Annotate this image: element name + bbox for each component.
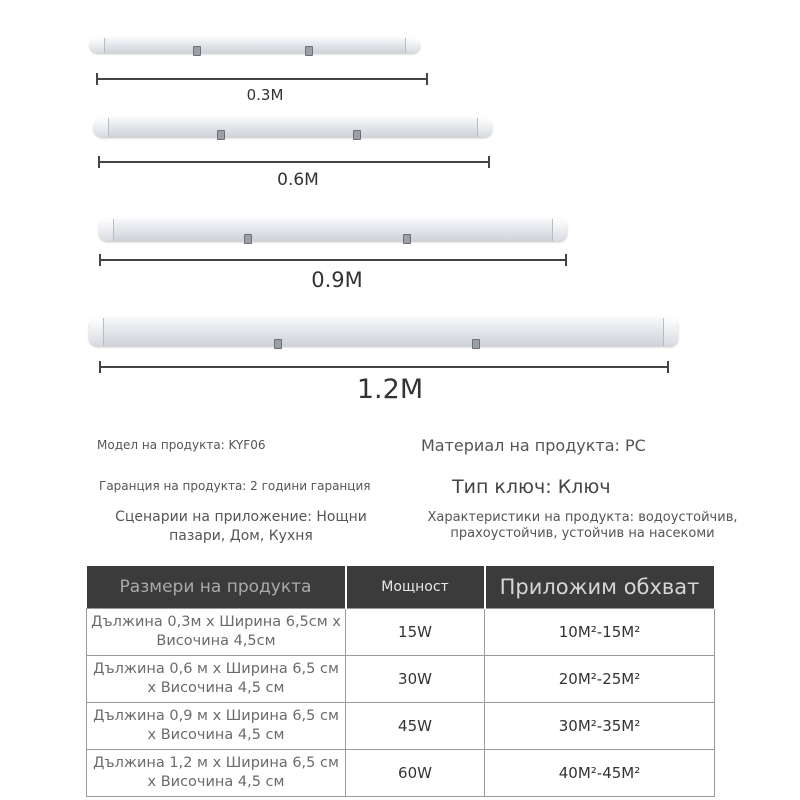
cell-power: 30W [346,656,485,703]
cell-power: 60W [346,750,485,797]
product-material: Материал на продукта: PC [421,436,646,455]
cell-range: 40M²-45M² [485,750,715,797]
cell-power: 45W [346,703,485,750]
lamp-1-2m [89,318,678,346]
lamp-0-3m [90,38,420,53]
product-features: Характеристики на продукта: водоустойчив, прахоустойчив, устойчив на насекоми [427,510,738,541]
cell-range: 30M²-35M² [485,703,715,750]
application-scenarios: Сценарии на приложение: Нощни пазари, Дом, Кухня [115,509,367,544]
lamp-length-label: 1.2M [356,374,424,405]
dimension-line-0-9m [99,259,567,261]
cell-size: Дължина 0,3м x Ширина 6,5см x Височина 4,5см [87,609,346,656]
mounting-clip [403,234,411,244]
header-size: Размери на продукта [87,566,346,609]
dimension-line-0-6m [98,161,490,163]
lamp-0-6m [94,118,492,137]
table-row [87,609,715,656]
cell-size: Дължина 1,2 м x Ширина 6,5 см x Височина 4,5 см [87,750,346,797]
lamp-length-label: 0.3M [246,86,284,104]
table-row [87,703,715,750]
mounting-clip [193,46,201,56]
dimension-line-1-2m [99,366,669,368]
cell-size: Дължина 0,9 м x Ширина 6,5 см x Височина 4,5 см [87,703,346,750]
cell-range: 10M²-15M² [485,609,715,656]
table-row [87,656,715,703]
lamp-0-9m [99,219,567,241]
header-range: Приложим обхват [485,566,715,609]
cell-power: 15W [346,609,485,656]
mounting-clip [244,234,252,244]
switch-type: Тип ключ: Ключ [452,476,611,498]
cell-range: 20M²-25M² [485,656,715,703]
lamp-length-label: 0.9M [311,268,363,292]
mounting-clip [472,339,480,349]
mounting-clip [305,46,313,56]
table-row [87,750,715,797]
product-model: Модел на продукта: KYF06 [97,438,266,452]
lamp-length-label: 0.6M [277,170,319,190]
mounting-clip [274,339,282,349]
header-power: Мощност [346,566,485,609]
dimension-line-0-3m [96,78,428,80]
mounting-clip [353,130,361,140]
specs-table [86,566,716,797]
cell-size: Дължина 0,6 м x Ширина 6,5 см x Височина 4,5 см [87,656,346,703]
table-header-row [87,566,715,609]
product-warranty: Гаранция на продукта: 2 години гаранция [99,479,371,493]
mounting-clip [217,130,225,140]
